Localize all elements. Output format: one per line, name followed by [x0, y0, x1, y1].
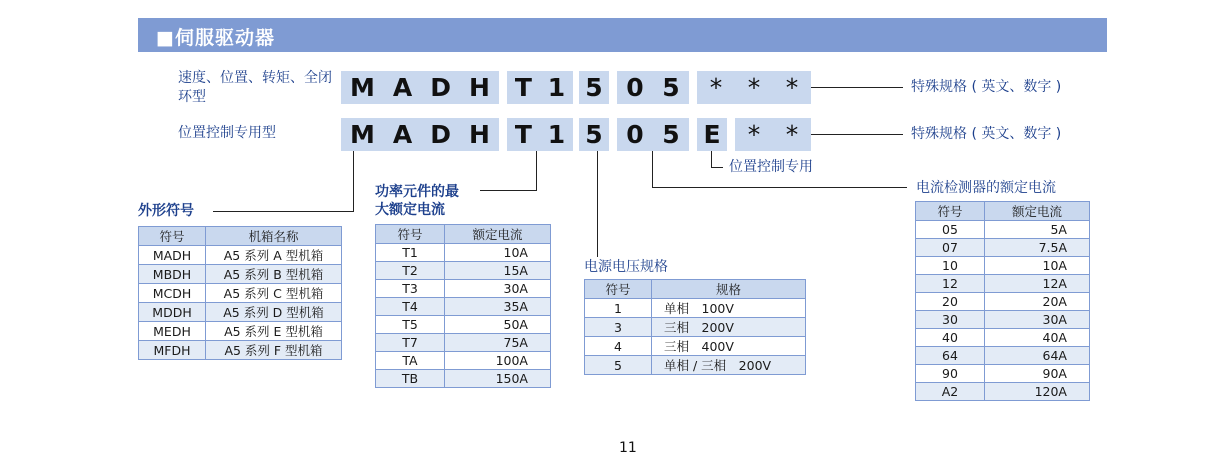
table-row	[916, 275, 1090, 293]
table-cell: 35A	[445, 298, 551, 316]
row1-code-special	[697, 71, 811, 104]
table-row	[916, 239, 1090, 257]
row1-label-line1: 速度、位置、转矩、全闭	[178, 70, 332, 86]
table-row	[916, 221, 1090, 239]
table-header: 额定电流	[445, 225, 551, 244]
row2-code-special	[735, 118, 811, 151]
table-cell: 90	[916, 365, 985, 383]
table-row	[916, 329, 1090, 347]
table-row	[585, 318, 806, 337]
code-char: 5	[585, 120, 603, 149]
table-header: 符号	[376, 225, 445, 244]
table-cell: 20	[916, 293, 985, 311]
power-caption-line1: 功率元件的最	[375, 184, 459, 200]
connector-line	[811, 87, 903, 88]
code-char: *	[747, 120, 761, 149]
table-row	[376, 316, 551, 334]
table-header: 符号	[916, 202, 985, 221]
code-char: D	[430, 73, 452, 102]
table-cell: 40A	[985, 329, 1090, 347]
table-cell: 15A	[445, 262, 551, 280]
table-cell: 12A	[985, 275, 1090, 293]
power-caption-line2: 大额定电流	[375, 202, 445, 218]
table-cell: A5 系列 C 型机箱	[206, 284, 342, 303]
table-header: 额定电流	[985, 202, 1090, 221]
shape-table	[138, 226, 342, 360]
code-char: *	[785, 120, 799, 149]
table-row	[916, 311, 1090, 329]
row2-label: 位置控制专用型	[178, 125, 276, 141]
code-char: *	[785, 73, 799, 102]
table-cell: T3	[376, 280, 445, 298]
connector-line	[213, 211, 354, 212]
connector-line	[597, 151, 598, 257]
table-cell: T2	[376, 262, 445, 280]
connector-line	[652, 187, 907, 188]
table-row	[139, 303, 342, 322]
code-char: M	[350, 120, 375, 149]
table-header: 规格	[652, 280, 806, 299]
row1-suffix-label: 特殊规格 ( 英文、数字 )	[911, 79, 1062, 95]
table-row	[139, 246, 342, 265]
table-row	[585, 299, 806, 318]
table-cell: A5 系列 B 型机箱	[206, 265, 342, 284]
code-char: D	[430, 120, 452, 149]
row1-code-model	[341, 71, 499, 104]
code-char: T	[514, 73, 532, 102]
table-cell: MFDH	[139, 341, 206, 360]
table-row	[139, 341, 342, 360]
power-table	[375, 224, 551, 388]
table-cell: 40	[916, 329, 985, 347]
row2-code-power	[507, 118, 573, 151]
table-row	[916, 257, 1090, 275]
connector-line	[536, 151, 537, 191]
table-row	[585, 337, 806, 356]
table-cell: A5 系列 F 型机箱	[206, 341, 342, 360]
voltage-table	[584, 279, 806, 375]
table-cell: 单相 100V	[652, 299, 806, 318]
table-cell: T5	[376, 316, 445, 334]
code-char: T	[514, 120, 532, 149]
shape-caption: 外形符号	[138, 203, 194, 219]
code-char: A	[392, 73, 413, 102]
code-char: 5	[662, 73, 680, 102]
row1-code-power	[507, 71, 573, 104]
row2-code-e	[697, 118, 727, 151]
table-header: 符号	[139, 227, 206, 246]
row1-code-current	[617, 71, 689, 104]
code-char: M	[350, 73, 375, 102]
code-char: 5	[585, 73, 603, 102]
voltage-caption: 电源电压规格	[584, 259, 668, 275]
table-row	[376, 334, 551, 352]
connector-line	[711, 151, 712, 168]
table-cell: 75A	[445, 334, 551, 352]
table-cell: 3	[585, 318, 652, 337]
table-cell: 三相 400V	[652, 337, 806, 356]
code-char: *	[709, 73, 723, 102]
table-cell: 64	[916, 347, 985, 365]
table-cell: T4	[376, 298, 445, 316]
table-cell: MBDH	[139, 265, 206, 284]
row2-suffix-label: 特殊规格 ( 英文、数字 )	[911, 126, 1062, 142]
page-title: ■伺服驱动器	[156, 27, 275, 49]
table-row	[916, 383, 1090, 401]
table-cell: 4	[585, 337, 652, 356]
table-header: 机箱名称	[206, 227, 342, 246]
table-cell: 5A	[985, 221, 1090, 239]
code-char: 0	[626, 73, 644, 102]
table-cell: TA	[376, 352, 445, 370]
connector-line	[652, 151, 653, 188]
code-char: 1	[547, 120, 566, 149]
table-cell: MADH	[139, 246, 206, 265]
table-cell: A5 系列 A 型机箱	[206, 246, 342, 265]
code-char: H	[469, 73, 490, 102]
code-char: 1	[547, 73, 566, 102]
row1-label-line2: 环型	[178, 89, 206, 105]
table-row	[376, 262, 551, 280]
connector-line	[353, 151, 354, 211]
table-cell: 10	[916, 257, 985, 275]
connector-line	[711, 167, 723, 168]
table-row	[139, 322, 342, 341]
code-char: 0	[626, 120, 644, 149]
table-cell: 三相 200V	[652, 318, 806, 337]
page-number: 11	[619, 440, 637, 456]
table-row	[916, 293, 1090, 311]
table-cell: 100A	[445, 352, 551, 370]
power-caption	[375, 183, 459, 219]
table-row	[916, 347, 1090, 365]
connector-line	[480, 190, 537, 191]
table-cell: TB	[376, 370, 445, 388]
table-row	[916, 365, 1090, 383]
table-cell: 1	[585, 299, 652, 318]
code-char: A	[392, 120, 413, 149]
table-cell: 20A	[985, 293, 1090, 311]
table-cell: MEDH	[139, 322, 206, 341]
table-cell: MDDH	[139, 303, 206, 322]
code-char: 5	[662, 120, 680, 149]
title-band	[138, 18, 1107, 52]
table-cell: 7.5A	[985, 239, 1090, 257]
table-cell: T7	[376, 334, 445, 352]
current-table	[915, 201, 1090, 401]
table-cell: 150A	[445, 370, 551, 388]
code-char: E	[703, 120, 721, 149]
table-cell: T1	[376, 244, 445, 262]
row1-label	[178, 69, 332, 107]
table-row	[376, 352, 551, 370]
table-cell: MCDH	[139, 284, 206, 303]
row2-code-voltage	[579, 118, 609, 151]
code-char: *	[747, 73, 761, 102]
table-row	[376, 370, 551, 388]
table-cell: 90A	[985, 365, 1090, 383]
row2-code-model	[341, 118, 499, 151]
table-cell: A5 系列 E 型机箱	[206, 322, 342, 341]
code-char: H	[469, 120, 490, 149]
table-cell: 12	[916, 275, 985, 293]
table-header: 符号	[585, 280, 652, 299]
table-cell: 30	[916, 311, 985, 329]
table-row	[139, 265, 342, 284]
table-cell: 30A	[985, 311, 1090, 329]
table-cell: 05	[916, 221, 985, 239]
table-row	[585, 356, 806, 375]
table-cell: 10A	[445, 244, 551, 262]
table-cell: 50A	[445, 316, 551, 334]
table-cell: 07	[916, 239, 985, 257]
table-cell: 120A	[985, 383, 1090, 401]
table-row	[376, 280, 551, 298]
table-row	[376, 244, 551, 262]
row2-code-current	[617, 118, 689, 151]
connector-line	[811, 134, 903, 135]
row1-code-voltage	[579, 71, 609, 104]
table-cell: A5 系列 D 型机箱	[206, 303, 342, 322]
table-cell: 5	[585, 356, 652, 375]
table-cell: 30A	[445, 280, 551, 298]
e-label: 位置控制专用	[729, 159, 813, 175]
table-row	[376, 298, 551, 316]
table-cell: 10A	[985, 257, 1090, 275]
table-row	[139, 284, 342, 303]
current-caption: 电流检测器的额定电流	[916, 180, 1056, 196]
table-cell: 64A	[985, 347, 1090, 365]
table-cell: 单相 / 三相 200V	[652, 356, 806, 375]
table-cell: A2	[916, 383, 985, 401]
